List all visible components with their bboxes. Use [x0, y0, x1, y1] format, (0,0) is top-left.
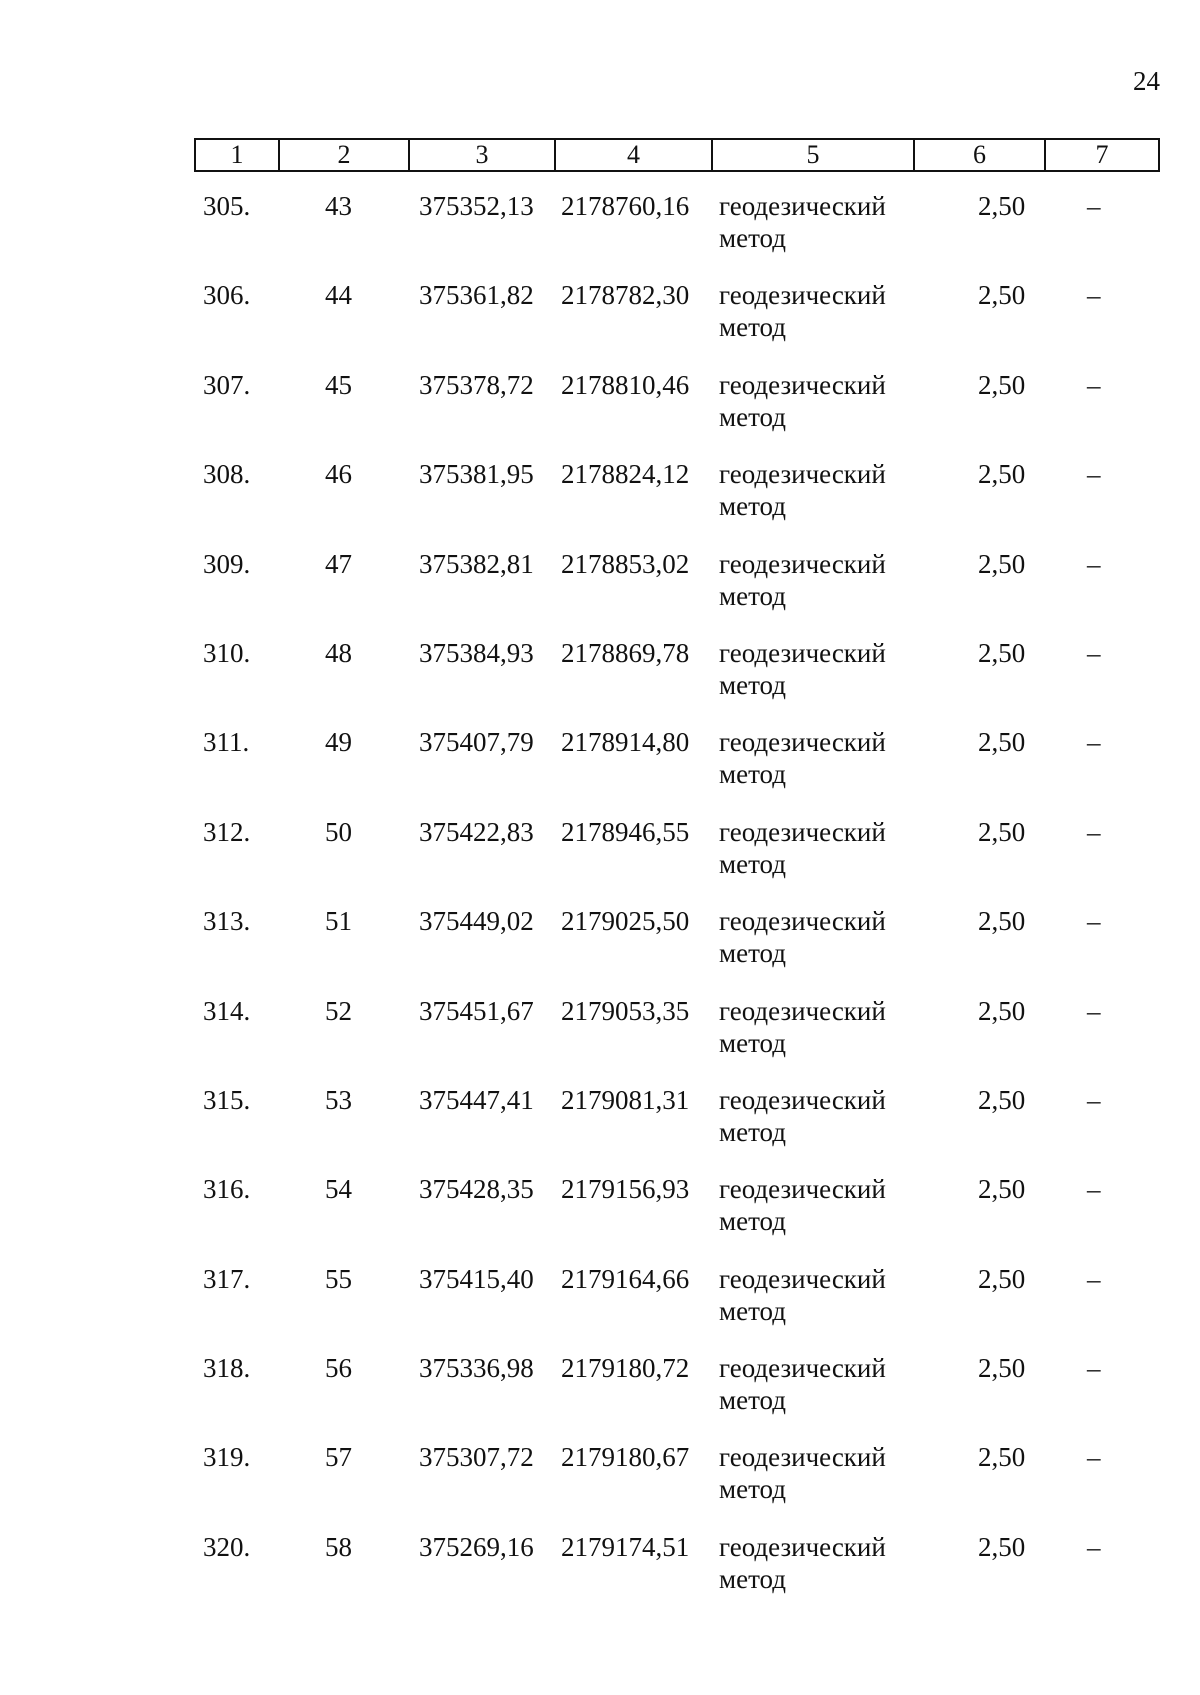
point-number: 50 — [325, 816, 352, 847]
method-line: геодезический — [719, 1531, 886, 1562]
method-line: геодезический — [719, 727, 886, 758]
column-header-7: 7 — [1045, 139, 1159, 171]
point-number: 45 — [325, 369, 352, 400]
coordinate-y: 2178810,46 — [561, 369, 690, 400]
coordinate-y: 2178869,78 — [561, 637, 690, 668]
note: – — [1087, 995, 1101, 1026]
method-line: геодезический — [719, 369, 886, 400]
note: – — [1087, 548, 1101, 579]
method-line: геодезический — [719, 548, 886, 579]
accuracy: 2,50 — [978, 727, 1026, 758]
point-number: 56 — [325, 1353, 352, 1384]
row-number: 310. — [203, 637, 251, 668]
table-row — [0, 1352, 1200, 1441]
row-number: 312. — [203, 816, 251, 847]
point-number: 55 — [325, 1263, 352, 1294]
point-number: 46 — [325, 459, 352, 490]
coordinate-x: 375384,93 — [419, 637, 534, 668]
coordinate-y: 2178760,16 — [561, 191, 690, 221]
coordinate-y: 2179180,67 — [561, 1442, 690, 1473]
method-line: метод — [719, 1474, 786, 1505]
coordinate-x: 375381,95 — [419, 459, 534, 490]
method-line: метод — [719, 401, 786, 432]
method-line: геодезический — [719, 995, 886, 1026]
coordinate-y: 2178853,02 — [561, 548, 690, 579]
table-row — [0, 1531, 1200, 1620]
accuracy: 2,50 — [978, 1174, 1026, 1205]
coordinate-y: 2179081,31 — [561, 1084, 690, 1115]
method — [719, 905, 886, 969]
point-number: 57 — [325, 1442, 352, 1473]
accuracy: 2,50 — [978, 906, 1026, 937]
method-line: геодезический — [719, 280, 886, 311]
column-header-2: 2 — [279, 139, 409, 171]
point-number: 53 — [325, 1084, 352, 1115]
method-line: геодезический — [719, 1084, 886, 1115]
accuracy: 2,50 — [978, 191, 1026, 221]
method-line: метод — [719, 669, 786, 700]
method-line: метод — [719, 938, 786, 969]
method — [719, 816, 886, 880]
row-number: 320. — [203, 1531, 251, 1562]
table-row — [0, 279, 1200, 368]
coordinate-x: 375449,02 — [419, 906, 534, 937]
table-row — [0, 1173, 1200, 1262]
table-body — [0, 190, 1200, 1620]
table-row — [0, 637, 1200, 726]
method-line: метод — [719, 1206, 786, 1237]
table-row — [0, 190, 1200, 279]
accuracy: 2,50 — [978, 816, 1026, 847]
method — [719, 1441, 886, 1505]
method — [719, 1173, 886, 1237]
note: – — [1087, 906, 1101, 937]
coordinate-y: 2178782,30 — [561, 280, 690, 311]
method — [719, 369, 886, 433]
point-number: 47 — [325, 548, 352, 579]
method — [719, 1531, 886, 1595]
point-number: 49 — [325, 727, 352, 758]
row-number: 305. — [203, 191, 251, 221]
coordinate-x: 375382,81 — [419, 548, 534, 579]
coordinate-x: 375422,83 — [419, 816, 534, 847]
method-line: метод — [719, 580, 786, 611]
accuracy: 2,50 — [978, 369, 1026, 400]
note: – — [1087, 1442, 1101, 1473]
note: – — [1087, 191, 1101, 221]
method-line: геодезический — [719, 1442, 886, 1473]
row-number: 316. — [203, 1174, 251, 1205]
note: – — [1087, 1174, 1101, 1205]
method-line: метод — [719, 759, 786, 790]
coordinate-x: 375451,67 — [419, 995, 534, 1026]
coordinate-x: 375378,72 — [419, 369, 534, 400]
row-number: 311. — [203, 727, 250, 758]
coordinate-y: 2179156,93 — [561, 1174, 690, 1205]
method-line: метод — [719, 491, 786, 522]
method — [719, 1352, 886, 1416]
method-line: геодезический — [719, 459, 886, 490]
table-row — [0, 905, 1200, 994]
method-line: геодезический — [719, 1174, 886, 1205]
row-number: 307. — [203, 369, 251, 400]
point-number: 54 — [325, 1174, 352, 1205]
coordinate-x: 375407,79 — [419, 727, 534, 758]
coordinate-y: 2178914,80 — [561, 727, 690, 758]
row-number: 314. — [203, 995, 251, 1026]
column-header-table — [194, 138, 1160, 172]
column-header-row — [195, 139, 1159, 171]
method-line: метод — [719, 848, 786, 879]
column-header-4: 4 — [555, 139, 712, 171]
point-number: 52 — [325, 995, 352, 1026]
accuracy: 2,50 — [978, 548, 1026, 579]
coordinate-x: 375352,13 — [419, 191, 534, 221]
column-header-5: 5 — [712, 139, 914, 171]
row-number: 309. — [203, 548, 251, 579]
method-line: метод — [719, 1385, 786, 1416]
row-number: 317. — [203, 1263, 251, 1294]
accuracy: 2,50 — [978, 995, 1026, 1026]
table-row — [0, 995, 1200, 1084]
table-row — [0, 369, 1200, 458]
coordinate-y: 2178824,12 — [561, 459, 690, 490]
note: – — [1087, 1084, 1101, 1115]
note: – — [1087, 280, 1101, 311]
table-row — [0, 1084, 1200, 1173]
coordinate-y: 2179180,72 — [561, 1353, 690, 1384]
method-line: метод — [719, 223, 786, 253]
note: – — [1087, 459, 1101, 490]
point-number: 58 — [325, 1531, 352, 1562]
note: – — [1087, 816, 1101, 847]
method-line: геодезический — [719, 1263, 886, 1294]
point-number: 48 — [325, 637, 352, 668]
method-line: геодезический — [719, 637, 886, 668]
row-number: 319. — [203, 1442, 251, 1473]
accuracy: 2,50 — [978, 1442, 1026, 1473]
coordinate-x: 375269,16 — [419, 1531, 534, 1562]
accuracy: 2,50 — [978, 1084, 1026, 1115]
table-row — [0, 548, 1200, 637]
method-line: метод — [719, 1116, 786, 1147]
note: – — [1087, 369, 1101, 400]
coordinate-x: 375307,72 — [419, 1442, 534, 1473]
method-line: геодезический — [719, 816, 886, 847]
method — [719, 637, 886, 701]
accuracy: 2,50 — [978, 1353, 1026, 1384]
accuracy: 2,50 — [978, 459, 1026, 490]
coordinate-y: 2179025,50 — [561, 906, 690, 937]
accuracy: 2,50 — [978, 1263, 1026, 1294]
method — [719, 458, 886, 522]
note: – — [1087, 1531, 1101, 1562]
method-line: метод — [719, 1563, 786, 1594]
coordinate-x: 375415,40 — [419, 1263, 534, 1294]
row-number: 318. — [203, 1353, 251, 1384]
note: – — [1087, 637, 1101, 668]
accuracy: 2,50 — [978, 280, 1026, 311]
note: – — [1087, 1263, 1101, 1294]
method-line: метод — [719, 312, 786, 343]
table-row — [0, 1441, 1200, 1530]
method-line: геодезический — [719, 191, 886, 221]
accuracy: 2,50 — [978, 637, 1026, 668]
point-number: 43 — [325, 191, 352, 221]
note: – — [1087, 727, 1101, 758]
method — [719, 279, 886, 343]
coordinate-x: 375361,82 — [419, 280, 534, 311]
table-row — [0, 458, 1200, 547]
point-number: 51 — [325, 906, 352, 937]
page-number: 24 — [1133, 66, 1160, 96]
table-row — [0, 1263, 1200, 1352]
coordinate-y: 2178946,55 — [561, 816, 690, 847]
method — [719, 548, 886, 612]
method-line: метод — [719, 1295, 786, 1326]
method-line: геодезический — [719, 906, 886, 937]
point-number: 44 — [325, 280, 352, 311]
method — [719, 995, 886, 1059]
method — [719, 726, 886, 790]
column-header-1: 1 — [195, 139, 279, 171]
coordinate-y: 2179164,66 — [561, 1263, 690, 1294]
row-number: 313. — [203, 906, 251, 937]
column-header-3: 3 — [409, 139, 555, 171]
table-row — [0, 726, 1200, 815]
row-number: 308. — [203, 459, 251, 490]
method — [719, 1263, 886, 1327]
row-number: 315. — [203, 1084, 251, 1115]
method — [719, 190, 886, 254]
coordinate-x: 375428,35 — [419, 1174, 534, 1205]
row-number: 306. — [203, 280, 251, 311]
note: – — [1087, 1353, 1101, 1384]
coordinate-x: 375447,41 — [419, 1084, 534, 1115]
method-line: метод — [719, 1027, 786, 1058]
method — [719, 1084, 886, 1148]
column-header-6: 6 — [914, 139, 1045, 171]
method-line: геодезический — [719, 1353, 886, 1384]
accuracy: 2,50 — [978, 1531, 1026, 1562]
coordinate-x: 375336,98 — [419, 1353, 534, 1384]
coordinate-y: 2179174,51 — [561, 1531, 690, 1562]
table-row — [0, 816, 1200, 905]
coordinate-y: 2179053,35 — [561, 995, 690, 1026]
